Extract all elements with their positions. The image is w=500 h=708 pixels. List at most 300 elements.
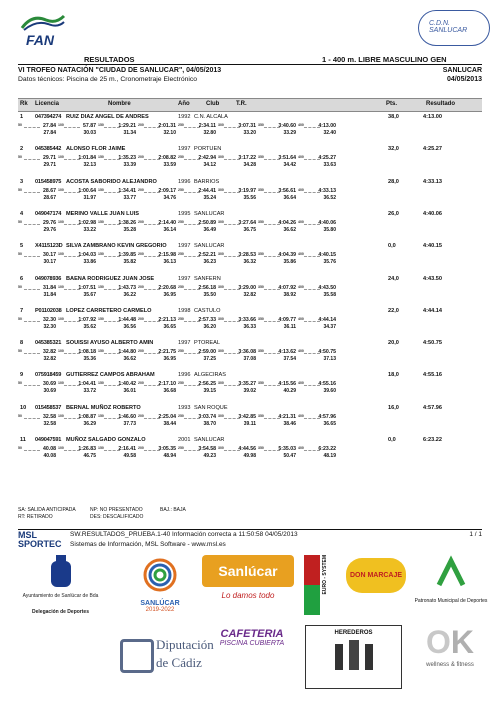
rank-cell: 2 [20, 146, 24, 153]
split-cell [298, 381, 338, 395]
diputacion-logo [120, 635, 214, 680]
split-cell [138, 123, 178, 137]
split-distance: 200 [138, 155, 144, 160]
split-cell [298, 349, 338, 363]
legend-des: DES: DESCALIFICADO [90, 514, 144, 520]
split-cumulative: 28.67 [43, 187, 56, 194]
legend-sa: SA: SALIDA ANTICIPADA [18, 507, 76, 513]
split-cell [138, 252, 178, 266]
split-cumulative: 4:44.56 [238, 446, 256, 452]
split-lap: 31.97 [83, 194, 96, 201]
split-cumulative: 2:21.75 [158, 349, 176, 356]
split-cell [138, 220, 178, 234]
name-cell: LOPEZ CARRETERO CARMELO [66, 307, 152, 314]
split-lap: 36.33 [243, 323, 256, 330]
split-lap: 36.65 [163, 323, 176, 330]
split-lap: 36.95 [163, 356, 176, 363]
table-row [18, 339, 482, 365]
split-cumulative: 4:40.06 [318, 219, 336, 226]
split-lap: 49.23 [203, 453, 216, 459]
split-leader [64, 127, 80, 128]
split-cell [18, 252, 58, 266]
ok-o-icon: O [426, 624, 451, 660]
split-cell [218, 317, 258, 331]
split-cell [58, 317, 98, 331]
split-cumulative: 3:27.64 [238, 219, 256, 226]
split-times [18, 188, 348, 202]
split-cumulative: 4:44.14 [318, 316, 336, 323]
split-lap: 33.39 [123, 162, 136, 169]
split-cumulative: 2:08.82 [158, 155, 176, 162]
licence-cell: 015458975 [35, 178, 62, 185]
split-cumulative: 6:23.22 [318, 446, 336, 452]
split-distance: 100 [58, 446, 64, 450]
table-row [18, 275, 482, 301]
split-lap: 38.46 [283, 420, 296, 427]
sanlucar-years: 2019-2022 [145, 607, 175, 613]
licence-cell: 049047174 [35, 210, 62, 217]
split-cell [178, 414, 218, 428]
ok-wellness-logo [410, 622, 490, 684]
split-cell [138, 446, 178, 460]
split-cumulative: 2:52.21 [198, 252, 216, 259]
split-cell [138, 349, 178, 363]
split-cumulative: 29.71 [43, 155, 56, 162]
split-distance: 300 [218, 381, 224, 386]
split-distance: 150 [98, 381, 104, 386]
split-distance: 100 [58, 187, 64, 192]
split-cell [138, 317, 178, 331]
split-lap: 35.58 [323, 291, 336, 298]
date: 04/05/2013 [446, 76, 482, 83]
split-lap: 35.86 [283, 259, 296, 266]
split-cell [98, 381, 138, 395]
name-cell: SILVA ZAMBRANO KEVIN GREGORIO [66, 243, 167, 250]
split-distance: 100 [58, 252, 64, 257]
rank-cell: 1 [20, 114, 24, 120]
euro-system-logo [304, 555, 344, 625]
wellness-text: wellness & fitness [426, 662, 474, 668]
split-cumulative: 3:56.61 [278, 187, 296, 194]
year-cell: 1997 [178, 340, 191, 347]
split-cumulative: 3:33.66 [238, 316, 256, 323]
split-distance: 150 [98, 252, 104, 257]
diputacion-text: Diputación [156, 637, 214, 652]
split-distance: 100 [58, 123, 64, 127]
table-row [18, 307, 482, 333]
split-cumulative: 2:17.10 [158, 381, 176, 388]
split-cell [98, 285, 138, 299]
club-cell: SANFERN [194, 275, 221, 282]
year-cell: 1995 [178, 210, 191, 217]
split-lap: 29.76 [43, 226, 56, 233]
split-cumulative: 2:20.68 [158, 284, 176, 291]
split-cumulative: 2:21.13 [158, 316, 176, 323]
split-lap: 36.52 [323, 194, 336, 201]
split-cell [58, 220, 98, 234]
split-cumulative: 2:25.04 [158, 413, 176, 420]
split-distance: 400 [298, 446, 304, 450]
split-distance: 250 [178, 155, 184, 160]
split-times [18, 252, 348, 266]
split-distance: 100 [58, 381, 64, 386]
split-lap: 32.40 [323, 130, 336, 136]
result-cell: 4:13.00 [423, 114, 442, 120]
year-cell: 1997 [178, 146, 191, 153]
col-tr: T.R. [236, 101, 247, 107]
split-distance: 150 [98, 187, 104, 192]
split-lap: 36.62 [283, 226, 296, 233]
split-cell [98, 123, 138, 137]
licence-cell: P01102038 [35, 307, 62, 314]
sanlucar-brand-logo [202, 555, 294, 610]
split-lap: 36.65 [323, 420, 336, 427]
fan-logo-icon [18, 10, 68, 34]
split-lap: 35.67 [83, 291, 96, 298]
split-cell [18, 188, 58, 202]
footer-system: Sistemas de Información, MSL Software - www.msl.es [70, 541, 226, 548]
split-times [18, 155, 348, 169]
split-distance: 150 [98, 446, 104, 450]
split-distance: 50 [18, 349, 22, 354]
split-lap: 36.22 [123, 291, 136, 298]
split-cumulative: 2:59.00 [198, 349, 216, 356]
split-cumulative: 1:40.42 [118, 381, 136, 388]
split-lap: 31.34 [123, 130, 136, 136]
split-distance: 200 [138, 252, 144, 257]
cafeteria-text: CAFETERIA [220, 628, 284, 640]
split-distance: 50 [18, 381, 22, 386]
split-cumulative: 5:35.03 [278, 446, 296, 452]
split-cumulative: 1:44.80 [118, 349, 136, 356]
split-cell [298, 285, 338, 299]
points-cell: 16,0 [388, 404, 399, 411]
cafeteria-logo [206, 628, 298, 673]
licence-cell: 047394274 [35, 114, 62, 120]
year-cell: 1996 [178, 372, 191, 379]
split-times [18, 285, 348, 299]
split-cumulative: 2:56.18 [198, 284, 216, 291]
licence-cell: 045385442 [35, 146, 62, 153]
split-cell [218, 123, 258, 137]
split-lap: 36.23 [203, 259, 216, 266]
split-distance: 200 [138, 413, 144, 418]
split-lap: 36.13 [163, 259, 176, 266]
split-cell [298, 188, 338, 202]
split-cell [178, 285, 218, 299]
year-cell: 1997 [178, 275, 191, 282]
split-cell [58, 414, 98, 428]
split-cumulative: 1:07.51 [78, 284, 96, 291]
split-cell [58, 446, 98, 460]
split-cumulative: 32.58 [43, 413, 56, 420]
split-cumulative: 1:35.23 [118, 155, 136, 162]
split-lap: 34.28 [243, 162, 256, 169]
split-cell [258, 220, 298, 234]
split-cumulative: 4:13.00 [318, 123, 336, 129]
split-cell [298, 252, 338, 266]
col-club: Club [206, 101, 220, 107]
split-lap: 33.86 [83, 259, 96, 266]
split-leader [24, 127, 40, 128]
split-cell [58, 155, 98, 169]
split-lap: 35.28 [123, 226, 136, 233]
points-cell: 26,0 [388, 210, 399, 217]
split-cumulative: 2:09.17 [158, 187, 176, 194]
split-lap: 38.70 [203, 420, 216, 427]
split-cumulative: 2:01.31 [158, 123, 176, 129]
legend-baj: BAJ.: BAJA [160, 507, 186, 513]
name-cell: ALONSO FLOR JAIME [66, 146, 126, 153]
split-cumulative: 2:56.25 [198, 381, 216, 388]
split-distance: 200 [138, 316, 144, 321]
split-distance: 100 [58, 284, 64, 289]
rank-cell: 8 [20, 340, 24, 347]
split-lap: 37.08 [243, 356, 256, 363]
split-cell [298, 414, 338, 428]
split-cumulative: 3:05.35 [158, 446, 176, 452]
table-row [18, 404, 482, 430]
year-cell: 1998 [178, 307, 191, 314]
split-distance: 400 [298, 381, 304, 386]
split-lap: 32.58 [43, 420, 56, 427]
split-distance: 150 [98, 219, 104, 224]
split-lap: 46.75 [83, 453, 96, 459]
split-lap: 40.08 [43, 453, 56, 459]
split-lap: 39.15 [203, 388, 216, 395]
rank-cell: 11 [20, 437, 26, 443]
split-cell [18, 285, 58, 299]
split-cell [18, 123, 58, 137]
header-divider [18, 64, 482, 65]
split-cumulative: 3:28.53 [238, 252, 256, 259]
split-cumulative: 4:57.96 [318, 413, 336, 420]
rank-cell: 3 [20, 178, 24, 185]
split-cell [58, 123, 98, 137]
split-distance: 250 [178, 316, 184, 321]
club-cell: SAN ROQUE [194, 404, 228, 411]
result-cell: 4:55.16 [423, 372, 442, 379]
licence-cell: X4115123D [35, 243, 63, 250]
name-cell: MERINO VALLE JUAN LUIS [66, 210, 139, 217]
split-cumulative: 1:46.60 [118, 413, 136, 420]
split-lap: 35.62 [83, 323, 96, 330]
table-row [18, 113, 482, 139]
split-lap: 36.49 [203, 226, 216, 233]
result-cell: 4:50.75 [423, 340, 442, 347]
name-cell: GUTIERREZ CAMPOS ABRAHAM [66, 372, 155, 379]
split-lap: 35.76 [323, 259, 336, 266]
col-ano: Año [178, 101, 190, 107]
split-distance: 50 [18, 316, 22, 321]
split-cell [138, 414, 178, 428]
split-cell [218, 188, 258, 202]
split-distance: 200 [138, 187, 144, 192]
club-cell: PTOREAL [194, 340, 221, 347]
split-cell [138, 155, 178, 169]
split-leader [24, 450, 40, 451]
points-cell: 38,0 [388, 114, 399, 120]
split-distance: 250 [178, 252, 184, 257]
split-cell [298, 446, 338, 460]
split-cell [258, 446, 298, 460]
split-times [18, 414, 348, 428]
name-cell: ACOSTA SABORIDO ALEJANDRO [66, 178, 157, 185]
split-distance: 150 [98, 316, 104, 321]
split-lap: 30.17 [43, 259, 56, 266]
result-cell: 4:40.06 [423, 210, 442, 217]
split-cumulative: 2:15.98 [158, 252, 176, 259]
split-lap: 28.67 [43, 194, 56, 201]
sanlucar-2022-text: SANLÚCAR [140, 600, 180, 607]
split-cumulative: 4:25.27 [318, 155, 336, 162]
sanlucar-rings-icon [137, 555, 183, 595]
split-distance: 150 [98, 413, 104, 418]
col-pts: Pts. [386, 101, 398, 107]
split-lap: 31.84 [43, 291, 56, 298]
herederos-logo [305, 625, 402, 689]
msl-sportec-logo: MSL SPORTEC [18, 530, 62, 549]
split-leader [24, 385, 40, 386]
split-cell [298, 317, 338, 331]
split-distance: 400 [298, 284, 304, 289]
lo-damos-text: Lo damos todo [221, 591, 275, 600]
split-lap: 37.73 [123, 420, 136, 427]
split-cell [258, 155, 298, 169]
split-cell [138, 188, 178, 202]
split-cell [178, 155, 218, 169]
split-times [18, 349, 348, 363]
club-logo-text: C.D.N. SANLUCAR [429, 20, 468, 34]
split-lap: 40.29 [283, 388, 296, 395]
split-cell [298, 220, 338, 234]
split-distance: 350 [258, 381, 264, 386]
split-cumulative: 4:04.26 [278, 219, 296, 226]
split-leader [24, 418, 40, 419]
split-cumulative: 32.30 [43, 316, 56, 323]
split-leader [24, 321, 40, 322]
split-lap: 36.01 [123, 388, 136, 395]
split-cumulative: 3:29.00 [238, 284, 256, 291]
split-lap: 30.03 [83, 130, 96, 136]
split-cell [258, 123, 298, 137]
year-cell: 1992 [178, 114, 191, 120]
name-cell: MUÑOZ SALGADO GONZALO [66, 437, 146, 443]
points-cell: 0,0 [388, 243, 396, 250]
split-distance: 50 [18, 123, 22, 127]
split-distance: 350 [258, 123, 264, 127]
split-lap: 36.75 [243, 226, 256, 233]
club-cell: SANLUCAR [194, 210, 225, 217]
don-marcaje-text: DON MARCAJE [346, 558, 406, 593]
split-distance: 150 [98, 284, 104, 289]
table-row [18, 371, 482, 397]
split-cumulative: 1:01.84 [78, 155, 96, 162]
name-cell: BAENA RODRIGUEZ JUAN JOSE [66, 275, 155, 282]
split-distance: 50 [18, 446, 22, 450]
split-distance: 300 [218, 446, 224, 450]
licence-cell: 015458537 [35, 404, 62, 411]
split-cumulative: 1:39.85 [118, 252, 136, 259]
split-lap: 35.24 [203, 194, 216, 201]
split-cumulative: 1:07.92 [78, 316, 96, 323]
split-lap: 36.56 [123, 323, 136, 330]
result-cell: 4:25.27 [423, 146, 442, 153]
split-distance: 250 [178, 446, 184, 450]
split-lap: 32.30 [43, 323, 56, 330]
points-cell: 18,0 [388, 372, 399, 379]
split-distance: 150 [98, 155, 104, 160]
delegacion-text: Delegación de Deportes [32, 609, 89, 615]
split-cumulative: 4:04.39 [278, 252, 296, 259]
split-distance: 100 [58, 349, 64, 354]
split-cell [258, 317, 298, 331]
split-lap: 36.68 [163, 388, 176, 395]
split-cell [98, 155, 138, 169]
split-cumulative: 3:17.22 [238, 155, 256, 162]
split-cumulative: 4:13.62 [278, 349, 296, 356]
split-cumulative: 30.17 [43, 252, 56, 259]
split-cell [178, 252, 218, 266]
split-lap: 34.12 [203, 162, 216, 169]
club-cell: CASTULO [194, 307, 221, 314]
split-cumulative: 1:08.18 [78, 349, 96, 356]
split-cell [178, 381, 218, 395]
page-number: 1 / 1 [469, 531, 482, 538]
split-distance: 200 [138, 123, 144, 127]
split-cumulative: 2:16.41 [118, 446, 136, 452]
split-cell [18, 155, 58, 169]
split-distance: 150 [98, 349, 104, 354]
split-lap: 35.50 [203, 291, 216, 298]
split-cumulative: 4:09.77 [278, 316, 296, 323]
herederos-text: HEREDEROS [334, 630, 373, 636]
split-distance: 100 [58, 316, 64, 321]
split-cumulative: 1:29.21 [118, 123, 136, 129]
split-cumulative: 4:40.15 [318, 252, 336, 259]
split-cumulative: 32.82 [43, 349, 56, 356]
split-cell [178, 123, 218, 137]
euro-system-text: EURO - SYSTEM [322, 555, 328, 595]
split-lap: 49.98 [243, 453, 256, 459]
split-lap: 34.76 [163, 194, 176, 201]
split-lap: 33.59 [163, 162, 176, 169]
rank-cell: 4 [20, 210, 24, 217]
split-distance: 300 [218, 349, 224, 354]
split-distance: 200 [138, 381, 144, 386]
split-distance: 150 [98, 123, 104, 127]
split-leader [24, 224, 40, 225]
split-cumulative: 30.69 [43, 381, 56, 388]
points-cell: 24,0 [388, 275, 399, 282]
result-cell: 4:44.14 [423, 307, 442, 314]
split-distance: 50 [18, 187, 22, 192]
col-nombre: Nombre [108, 101, 131, 107]
split-cumulative: 2:14.40 [158, 219, 176, 226]
split-lap: 37.25 [203, 356, 216, 363]
split-lap: 48.94 [163, 453, 176, 459]
year-cell: 1996 [178, 178, 191, 185]
split-distance: 200 [138, 284, 144, 289]
club-cell: SANLUCAR [194, 243, 225, 250]
split-cumulative: 2:44.41 [198, 187, 216, 194]
split-times [18, 317, 348, 331]
split-leader [24, 159, 40, 160]
split-distance: 300 [218, 316, 224, 321]
split-distance: 250 [178, 219, 184, 224]
split-distance: 100 [58, 155, 64, 160]
split-distance: 400 [298, 187, 304, 192]
